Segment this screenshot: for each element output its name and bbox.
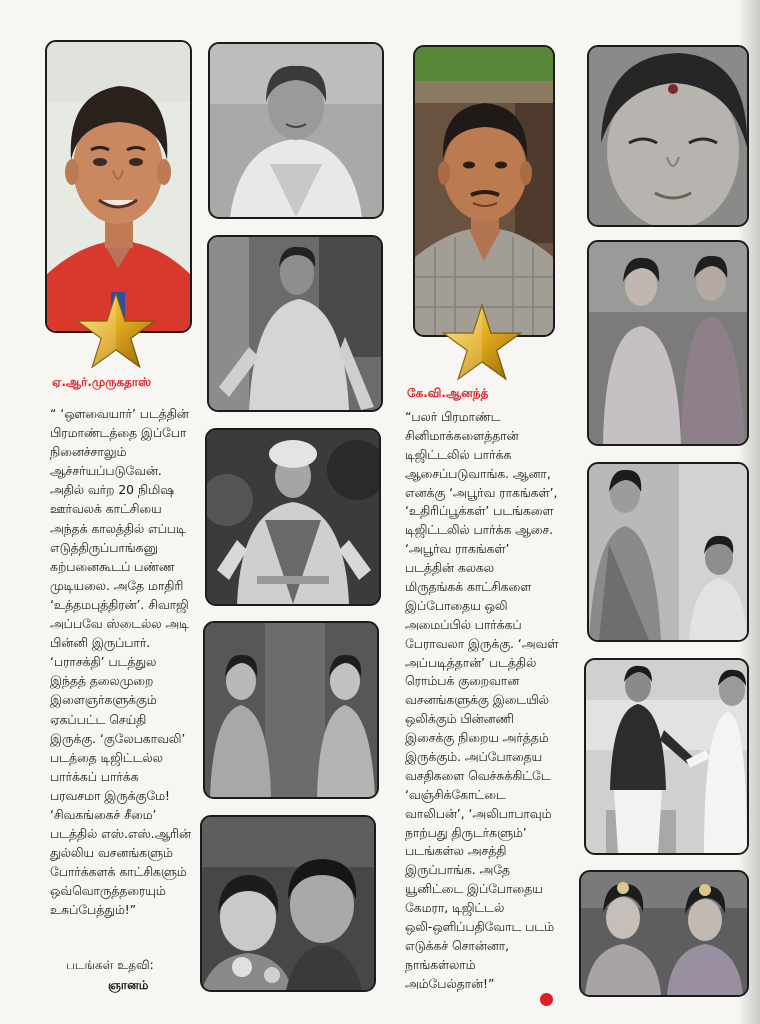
still-image [581,872,747,995]
quote-line: இளைஞர்களுக்கும் [50,693,157,708]
quote-line: அம்பேல்தான்!” [405,976,495,991]
quote-line: பேராவலா இருக்கு. ‘அவள் [405,636,559,651]
film-still-10 [579,870,749,997]
still-image [589,47,747,225]
still-image [589,464,747,640]
gold-star-icon [75,290,157,372]
film-still-7 [587,240,749,446]
film-still-4 [203,621,379,799]
quote-line: பார்க்கப் பார்க்க [50,769,139,784]
murugadoss-quote [50,405,191,921]
film-still-1 [208,42,384,219]
still-image [586,660,747,853]
quote-line: முடியலை. அதே மாதிரி [50,578,184,593]
quote-line: அப்படித்தான்’ படத்தில் [405,655,537,670]
quote-line: ஒவ்வொருத்தரையும் [50,884,166,899]
quote-line: எடுக்கச் சொன்னா, [405,938,510,953]
quote-line: பின்னி இருப்பார். [50,636,151,651]
still-image [202,817,374,990]
quote-line: மிருதங்கக் காட்சிகளை [405,580,532,595]
quote-line: இந்தத் தலைமுறை [50,674,154,689]
quote-line: சினிமாக்களைத்தான் [405,428,519,443]
quote-line: நாற்பது திருடர்களும்’ [405,825,527,840]
quote-line: வசதிகளை வெச்சுக்கிட்டே [405,768,551,783]
quote-line: இப்போதைய ஒலி [405,598,508,613]
quote-line: ஏகப்பட்ட செய்தி [50,712,147,727]
quote-line: வாலிபன்’, ‘அலிபாபாவும் [405,806,552,821]
portrait-image [47,42,190,331]
quote-line: ‘அபூர்வ ராகங்கள்’ [405,542,510,557]
quote-line: இசைக்கு நிறைய அர்த்தம் [405,731,549,746]
quote-line: ஒலி-ஒளிப்பதிவோட படம் [405,920,554,935]
quote-line: கேமரா, டிஜிட்டல் [405,901,505,916]
quote-line: வசனங்களுக்கு இடையில் [405,693,549,708]
quote-line: பரவசமா இருக்குமே! [50,788,170,803]
film-still-5 [200,815,376,992]
quote-line: ‘வஞ்சிக்கோட்டை [405,787,506,802]
photo-credit-label: படங்கள் உதவி: [66,958,154,972]
film-still-9 [584,658,749,855]
quote-line: பிரமாண்டத்தை இப்போ [50,426,187,441]
quote-line: ஊர்வலக் காட்சியை [50,502,162,517]
quote-line: ‘சிவகங்கைச் சீமை’ [50,807,157,822]
quote-line: எடுத்திருப்பாங்கனு [50,540,158,555]
quote-line: போர்க்களக் காட்சிகளும் [50,865,187,880]
quote-line: துல்லிய வசனங்களும் [50,846,173,861]
quote-line: ஒலிக்கும் பின்னணி [405,712,514,727]
film-still-6 [587,45,749,227]
film-still-3 [205,428,381,606]
photo-credit-name: ஞானம் [108,978,149,992]
quote-line: நினைச்சாலும் [50,445,127,460]
photo-kv-anand [413,45,555,337]
quote-line: ஆசைப்படுவாங்க. ஆனா, [405,466,551,481]
quote-line: அப்பவே ஸ்டைல்ல அடி [50,617,189,632]
quote-line: யூனிட்டை இப்போதைய [405,882,543,897]
quote-line: கற்பனைகூடப் பண்ண [50,559,175,574]
quote-line: இருக்கும். அப்போதைய [405,750,543,765]
still-image [205,623,377,797]
still-image [210,44,382,217]
anand-name: கே.வி.ஆனந்த் [407,386,489,400]
quote-line: படத்தின் கலகல [405,561,495,576]
quote-line: ரொம்பக் குறைவான [405,674,520,689]
quote-line: “ ‘ஔவையார்’ படத்தின் [50,407,189,421]
quote-line: இருக்கு. ‘குலேபகாவலி’ [50,731,186,746]
quote-line: “பலர் பிரமாண்ட [405,410,501,424]
quote-line: படங்கள்ல அசத்தி [405,844,507,859]
portrait-image [415,47,553,335]
still-image [207,430,379,604]
quote-line: ‘பராசக்தி’ படத்துல [50,655,157,670]
film-still-8 [587,462,749,642]
film-still-2 [207,235,383,412]
quote-line: படத்தை டிஜிட்டல்ல [50,750,163,765]
murugadoss-name: ஏ.ஆர்.முருகதாஸ் [52,375,151,389]
quote-line: அதில் வர்ற 20 நிமிஷ [50,483,174,498]
quote-line: அமைப்பில் பார்க்கப் [405,617,522,632]
quote-line: ஆச்சர்யப்படுவேன். [50,464,162,479]
quote-line: நாங்கள்லாம் [405,957,476,972]
quote-line: ‘உதிரிப்பூக்கள்’ படங்களை [405,504,554,519]
gold-star-icon [441,302,523,384]
quote-line: படத்தில் எஸ்.எஸ்.ஆரின் [50,827,191,842]
quote-line: அந்தக் காலத்தில் எப்படி [50,521,186,536]
quote-line: ‘உத்தமபுத்திரன்’. சிவாஜி [50,597,189,612]
still-image [209,237,381,410]
anand-quote [405,408,558,994]
red-dot-icon [540,993,553,1006]
quote-line: டிஜிட்டலில் பார்க்க ஆசை. [405,523,554,538]
quote-line: இருப்பாங்க. அதே [405,863,510,878]
quote-line: எனக்கு ‘அபூர்வ ராகங்கள்’, [405,485,558,500]
still-image [589,242,747,444]
quote-line: டிஜிட்டலில் பார்க்க [405,447,512,462]
quote-line: உசுப்பேத்தும்!” [50,903,137,918]
